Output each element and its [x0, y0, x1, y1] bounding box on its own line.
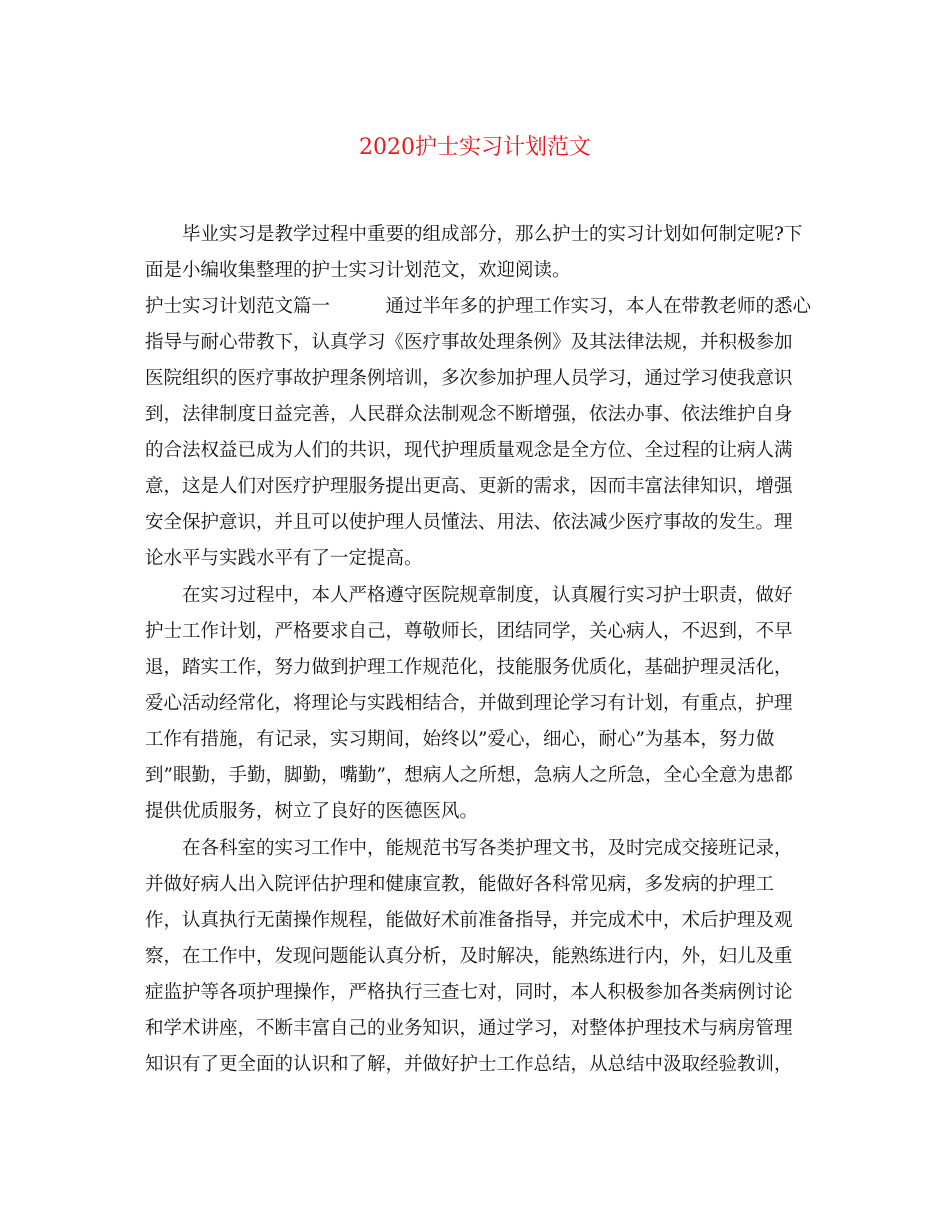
- paragraph-line: 并做好病人出入院评估护理和健康宣教，能做好各科常见病，多发病的护理工: [145, 874, 775, 895]
- paragraph-line: 的合法权益已成为人们的共识，现代护理质量观念是全方位、全过程的让病人满: [145, 440, 793, 461]
- document-title: 2020护士实习计划范文: [359, 135, 591, 160]
- paragraph-line: 察，在工作中，发现问题能认真分析，及时解决，能熟练进行内，外，妇儿及重: [145, 946, 793, 967]
- paragraph-line: 工作有措施，有记录，实习期间，始终以”爱心，细心，耐心”为基本，努力做: [145, 729, 775, 750]
- paragraph-line: 退，踏实工作，努力做到护理工作规范化，技能服务优质化，基础护理灵活化，: [145, 657, 793, 678]
- paragraph-line: 症监护等各项护理操作，严格执行三查七对，同时，本人积极参加各类病例讨论: [145, 982, 793, 1003]
- paragraph-line: 指导与耐心带教下，认真学习《医疗事故处理条例》及其法律法规，并积极参加: [145, 332, 793, 353]
- paragraph-line: 作，认真执行无菌操作规程，能做好术前准备指导，并完成术中，术后护理及观: [145, 910, 793, 931]
- paragraph-line: 提供优质服务，树立了良好的医德医风。: [145, 801, 479, 822]
- paragraph-line: 在各科室的实习工作中，能规范书写各类护理文书，及时完成交接班记录，: [182, 838, 793, 859]
- paragraph-line: 到”眼勤，手勤，脚勤，嘴勤”，想病人之所想，急病人之所急，全心全意为患都: [145, 765, 793, 786]
- paragraph-line: 在实习过程中，本人严格遵守医院规章制度，认真履行实习护士职责，做好: [182, 585, 793, 606]
- paragraph-line: 护士工作计划，严格要求自己，尊敬师长，团结同学，关心病人，不迟到，不早: [145, 621, 793, 642]
- paragraph-line: 护士实习计划范文篇一 通过半年多的护理工作实习，本人在带教老师的悉心: [145, 296, 812, 317]
- paragraph-line: 知识有了更全面的认识和了解，并做好护士工作总结，从总结中汲取经验教训，: [145, 1054, 793, 1075]
- paragraph-line: 论水平与实践水平有了一定提高。: [145, 548, 423, 569]
- paragraph-line: 毕业实习是教学过程中重要的组成部分，那么护士的实习计划如何制定呢?下: [182, 224, 803, 245]
- paragraph-line: 爱心活动经常化，将理论与实践相结合，并做到理论学习有计划，有重点，护理: [145, 693, 793, 714]
- paragraph-line: 到，法律制度日益完善，人民群众法制观念不断增强，依法办事、依法维护自身: [145, 404, 793, 425]
- paragraph-line: 面是小编收集整理的护士实习计划范文，欢迎阅读。: [145, 260, 571, 281]
- paragraph-line: 安全保护意识，并且可以使护理人员懂法、用法、依法减少医疗事故的发生。理: [145, 512, 793, 533]
- paragraph-line: 和学术讲座，不断丰富自己的业务知识，通过学习，对整体护理技术与病房管理: [145, 1018, 793, 1039]
- paragraph-line: 医院组织的医疗事故护理条例培训，多次参加护理人员学习，通过学习使我意识: [145, 368, 793, 389]
- paragraph-line: 意，这是人们对医疗护理服务提出更高、更新的需求，因而丰富法律知识，增强: [145, 476, 793, 497]
